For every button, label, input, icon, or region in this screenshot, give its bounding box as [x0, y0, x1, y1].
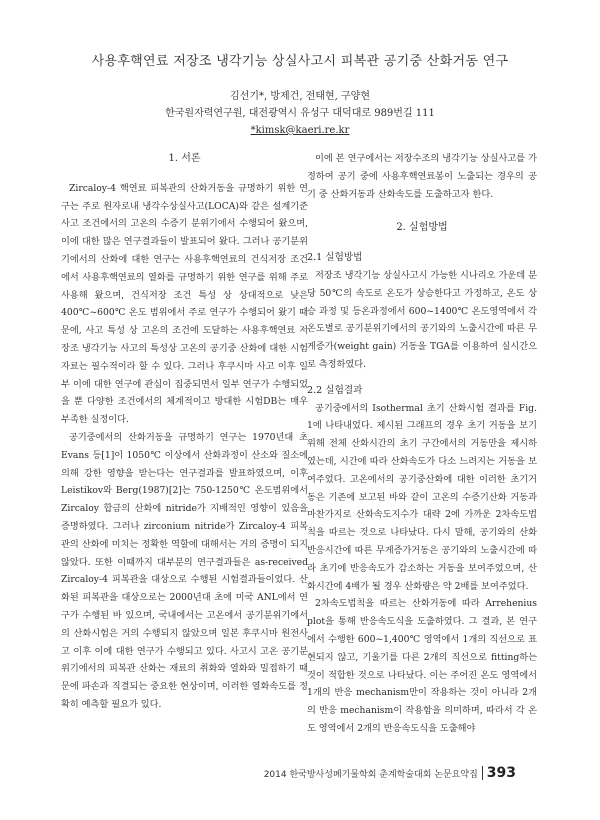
right-column: [307, 150, 537, 738]
subsection-heading-2-2: 2.2 실험결과: [307, 384, 363, 396]
result-paragraph-1: 공기중에서의 Isothermal 초기 산화시험 결과를 Fig. 1에 나타내었다. 제시된 그래프의 경우 초기 거동을 보기 위해 전체 산화시간의 초기 구간에서의 거동만을 제시하였는데, 시간에 따라 산화속도가 다소 느려지는 거동을 보여주었다. 고온에서의 공기중산화에 대한 이러한 초기거동은 기존에 보고된 바와 같이 고온의 수증기산화 거동과 마찬가지로 산화속도지수가 대략 2에 가까운 2차속도법칙을 따르는 것으로 나타났다. 다시 말해, 공기와의 산화반응시간에 따른 무게증가거동은 공기와의 노출시간에 따라 초기에 반응속도가 감소하는 거동을 보여주었으며, 산화시간에 4배가 될 경우 산화량은 약 2배를 보여주었다.: [307, 402, 537, 592]
section-heading-intro: 1. 서론: [168, 153, 201, 164]
subsection-heading-2-1: 2.1 실험방법: [307, 252, 363, 264]
page-footer: [264, 765, 516, 781]
page-number: 393: [486, 765, 516, 781]
footer-divider: [482, 766, 483, 780]
section-heading-method: 2. 실험방법: [396, 222, 448, 234]
author-email[interactable]: *kimsk@kaeri.re.kr: [250, 125, 350, 136]
affiliation: 한국원자력연구원, 대전광역시 유성구 대덕대로 989번길 111: [165, 108, 435, 119]
method-paragraph: 저장조 냉각기능 상실사고시 가능한 시나리오 가운데 분당 50℃의 속도로 온도가 상승한다고 가정하고, 온도 상승 과정 및 등온과정에서 600~1400℃ 온도영역에서 각 온도별로 공기분위기에서의 공기와의 노출시간에 따른 무게증가(weight gain) 거동을 TGA를 이용하여 실시간으로 측정하였다.: [307, 269, 537, 370]
intro-paragraph-2: 공기중에서의 산화거동을 규명하기 연구는 1970년대 초 Evans 등[1]이 1050℃ 이상에서 산화과정이 산소와 질소에 의해 강한 영향을 받는다는 연구결과를 발표하였으며, 이후 Leistikov와 Berg(1987)[2]는 750-1250℃ 온도범위에서 Zircaloy 합금의 산화에 nitride가 지배적인 영향이 있음을 증명하였다. 그러나 zirconium nitride가 Zircaloy-4 피복관의 산화에 미치는 정확한 역할에 대해서는 거의 증명이 되지 않았다. 또한 이때까지 대부분의 연구결과들은 as-received Zircaloy-4 피복관을 대상으로 수행된 시험결과들이었다. 산화된 피복관을 대상으로는 2000년대 초에 미국 ANL에서 연구가 수행된 바 있으며, 국내에서는 고온에서 공기분위기에서의 산화시험은 거의 수행되지 않았으며 일본 후쿠시마 원전사고 이후 이에 대한 연구가 수행되고 있다. 사고시 고온 공기분위기에서의 피복관 산화는 재료의 취화와 열화와 밀접하기 때문에 파손과 직결되는 중요한 현상이며, 이러한 열화속도를 정확히 예측할 필요가 있다.: [61, 431, 308, 710]
intro-paragraph-3: 이에 본 연구에서는 저장수조의 냉각기능 상실사고를 가정하여 공기 중에 사용후핵연료봉이 노출되는 경우의 공기 중 산화거동과 산화속도를 도출하고자 한다.: [307, 153, 537, 200]
author-names: 김선기*, 방제건, 전태현, 구양현: [230, 91, 370, 102]
result-paragraph-2: 2차속도법칙을 따르는 산화거동에 따라 Arrehenius plot을 통해 반응속도식을 도출하였다. 그 결과, 본 연구에서 수행한 600~1,400℃ 영역에서 1개의 직선으로 표현되지 않고, 기울기를 다른 2개의 직선으로 fitting하는 것이 적합한 것으로 나타났다. 이는 주어진 온도 영역에서 1개의 반응 mechanism만이 작용하는 것이 아니라 2개의 반응 mechanism이 작용함을 의미하며, 따라서 각 온도 영역에서 2개의 반응속도식을 도출해야: [307, 598, 537, 734]
paper-title: 사용후핵연료 저장조 냉각기능 상실사고시 피복관 공기중 산화거동 연구: [91, 54, 509, 69]
left-column: [61, 150, 308, 714]
conference-name: 2014 한국방사성폐기물학회 춘계학술대회 논문요약집: [263, 769, 478, 780]
intro-paragraph-1: Zircaloy-4 핵연료 피복관의 산화거동을 규명하기 위한 연구는 주로 원자로내 냉각수상실사고(LOCA)와 같은 설계기준사고 조건에서의 고온의 수증기 분위기에서 수행되어 왔으며, 이에 대한 많은 연구결과들이 발표되어 왔다. 그러나 공기분위기에서의 산화에 대한 연구는 사용후핵연료의 건식저장 조건에서 사용후핵연료의 열화를 규명하기 위한 연구를 위해 주로 사용해 왔으며, 건식저장 조건 특성 상 상대적으로 낮은 400℃~600℃ 온도 범위에서 주로 연구가 수행되어 왔기 때문에, 사고 특성 상 고온의 조건에 도달하는 사용후핵연료 저장조 냉각기능 사고의 특성상 고온의 공기중 산화에 대한 시험자료는 필수적이라 할 수 있다. 그러나 후쿠시마 사고 이후 일부 이에 대한 연구에 관심이 집중되면서 일부 연구가 수행되었을 뿐 다양한 조건에서의 체계적이고 방대한 시험DB는 매우 부족한 실정이다.: [61, 182, 308, 426]
author-block: [40, 88, 560, 139]
